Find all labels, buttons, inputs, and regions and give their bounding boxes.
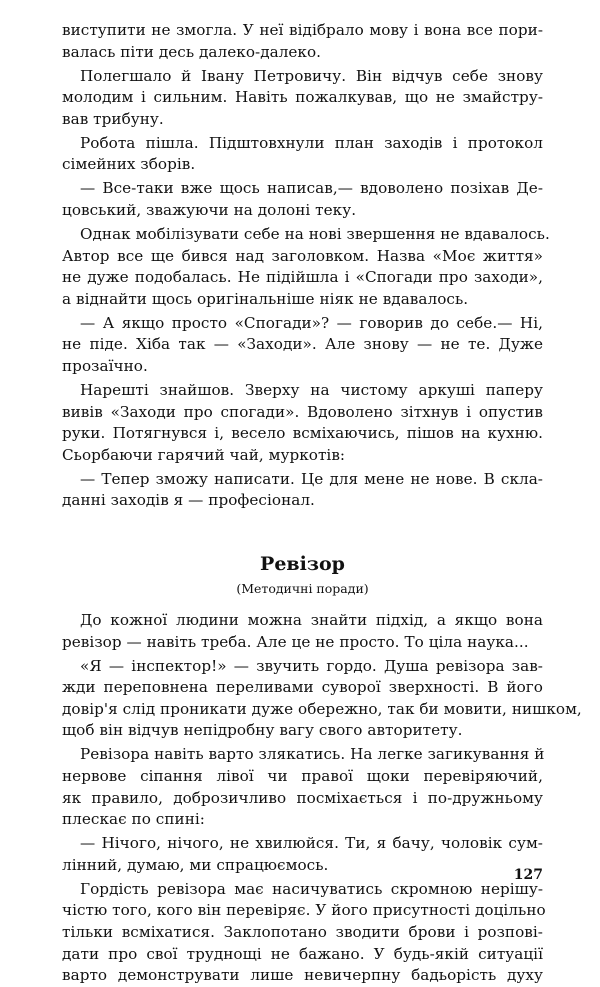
text-line: молодим і сильним. Навіть пожалкував, що не змайстру- [62,88,543,107]
text-line: Гордість ревізора має насичуватись скромною нерішу- [80,879,543,898]
text-line: прозаїчно. [62,357,148,375]
text-line: данні заходів я — професіонал. [62,491,315,510]
text-line: — Тепер зможу написати. Це для мене не нове. В скла- [80,469,543,488]
text-line: — Все-таки вже щось написав,— вдоволено позіхав Де- [80,179,543,198]
text-line: Автор все ще бився над заголовком. Назва «Моє життя» [62,246,543,265]
text-line: «Я — інспектор!» — звучить гордо. Душа ревізора зав- [80,656,543,675]
text-line: дати про свої труднощі не бажано. У будь-якій ситуації [62,944,543,963]
text-line: Сьорбаючи гарячий чай, муркотів: [62,445,346,464]
text-line: Робота пішла. Підштовхнули план заходів і протокол [80,133,543,152]
text-line: валась піти десь далеко-далеко. [62,42,322,61]
text-line: лінний, думаю, ми спрацюємось. [62,855,329,874]
text-line: Нарешті знайшов. Зверху на чистому аркуші паперу [80,381,543,399]
text-line: довір'я слід проникати дуже обережно, так би мовити, нишком, [62,699,582,718]
page-number: 127 [513,867,543,883]
text-line: руки. Потягнувся і, весело всміхаючись, пішов на кухню. [62,424,543,443]
book-page [62,20,582,985]
text-line: а віднайти щось оригінальніше ніяк не вдавалось. [62,289,469,308]
text-line: Полегшало й Івану Петровичу. Він відчув себе знову [80,66,543,85]
text-line: виступити не змогла. У неї відібрало мову і вона все пори- [62,21,543,39]
text-line: нервове сіпання лівої чи правої щоки перевіряючий, [62,767,543,785]
text-line: вивів «Заходи про спогади». Вдоволено зітхнув і опустив [62,402,543,421]
text-line: цовський, зважуючи на долоні теку. [62,201,357,219]
text-line: тільки всміхатися. Заклопотано зводити брови і розпові- [62,923,543,941]
text-line: варто демонструвати лише невичерпну бадьорість духу [62,966,543,985]
section-title: Ревізор [260,553,345,575]
text-line: ревізор — навіть треба. Але це не просто. То ціла наука... [62,632,529,651]
text-line: як правило, доброзичливо посміхається і по-дружньому [62,788,543,807]
text-line: — А якщо просто «Спогади»? — говорив до себе.— Ні, [80,313,543,332]
text-line: щоб він відчув непідробну вагу свого авторитету. [62,721,463,740]
text-line: Ревізора навіть варто злякатись. На легке загикування й [80,745,545,764]
text-line: жди переповнена переливами суворої зверхності. В його [62,678,543,697]
text-line: вав трибуну. [62,109,164,128]
text-line: Однак мобілізувати себе на нові звершення не вдавалось. [80,225,550,243]
text-line: не піде. Хіба так — «Заходи». Але знову — не те. Дуже [62,335,543,354]
text-line: До кожної людини можна знайти підхід, а якщо вона [80,611,543,629]
section-subtitle: (Методичні поради) [236,581,369,596]
text-line: плескає по спині: [62,810,205,829]
text-line: — Нічого, нічого, не хвилюйся. Ти, я бачу, чоловік сум- [80,834,543,853]
text-line: чістю того, кого він перевіряє. У його присутності доцільно [62,901,546,920]
text-line: сімейних зборів. [62,155,196,174]
text-line: не дуже подобалась. Не підійшла і «Спогади про заходи», [62,268,543,287]
